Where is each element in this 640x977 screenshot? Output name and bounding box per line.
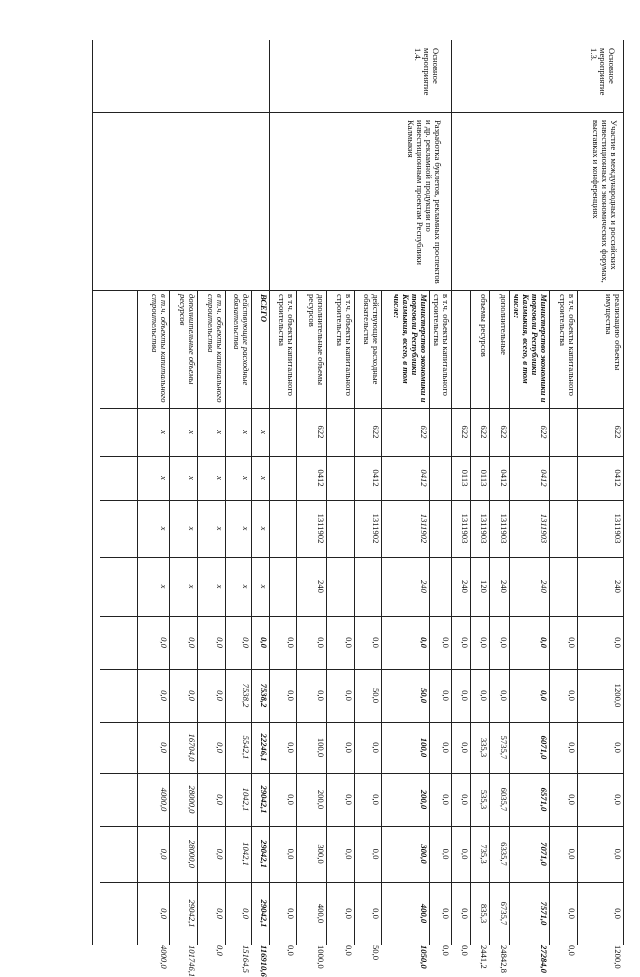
kbk-cell: 622 [499, 425, 509, 439]
grid-line [381, 290, 382, 945]
value-cell: 0,0 [215, 794, 225, 805]
value-cell: 0,0 [613, 794, 623, 805]
value-cell: 5735,7 [499, 735, 509, 760]
grid-line [251, 290, 252, 945]
kbk-cell: x [259, 584, 269, 589]
value-cell: 0,0 [499, 690, 509, 701]
value-cell: 0,0 [241, 908, 251, 919]
kbk-cell: 1311903 [460, 513, 470, 544]
kbk-cell: x [159, 526, 169, 531]
value-cell: 0,0 [159, 637, 169, 648]
kbk-cell: x [215, 476, 225, 480]
kbk-cell: x [259, 526, 269, 531]
value-cell: 0,0 [286, 794, 296, 805]
value-cell: 0,0 [460, 848, 470, 860]
kbk-cell: 0412 [613, 469, 623, 487]
value-cell: 7071,0 [539, 842, 549, 866]
section-1-4-name: Разработка буклетов, рекламных проспектов и др. рекламной продукции по инвестиционным проектам Республики Калмыкия [406, 120, 443, 284]
section-1-3-label: Основное мероприятие 1.3. [589, 48, 617, 96]
kbk-cell: 120 [479, 580, 489, 593]
value-cell: 0,0 [344, 945, 354, 956]
value-cell: 0,0 [159, 742, 169, 753]
grid-line [92, 40, 93, 945]
grid-line [92, 290, 624, 291]
kbk-cell: 622 [613, 425, 623, 439]
value-cell: 0,0 [460, 908, 470, 919]
kbk-cell [344, 408, 353, 456]
value-cell: 0,0 [286, 908, 296, 919]
value-cell: 0,0 [344, 637, 354, 648]
kbk-cell: 0113 [460, 469, 470, 487]
value-cell: 1050,0 [419, 945, 429, 969]
value-cell: 6335,7 [499, 842, 509, 866]
value-cell: 0,0 [371, 848, 381, 860]
value-cell: 6071,0 [539, 735, 549, 760]
kbk-cell: 622 [539, 425, 549, 439]
value-cell: 1200,0 [613, 683, 623, 708]
grid-line [451, 290, 452, 945]
value-cell: 0,0 [567, 908, 577, 919]
value-cell: 0,0 [344, 690, 354, 701]
kbk-cell: 1311903 [479, 513, 489, 544]
section-1-3-name: Участие в международных и российских инвестиционных и экономических форумах, выставках и конференциях [591, 120, 619, 283]
value-cell: 0,0 [567, 848, 577, 860]
value-cell: 6571,0 [539, 787, 549, 812]
value-cell: 7538,2 [259, 683, 269, 708]
row-label: Министерство экономики и торговли Республики Калмыкия, всего, в том числе: [392, 294, 429, 403]
kbk-cell: 0113 [479, 469, 489, 487]
kbk-cell [286, 557, 295, 616]
value-cell: 100,0 [316, 737, 326, 758]
kbk-cell: 1311903 [613, 513, 623, 544]
row-label: действующие расходные обязательства [362, 294, 381, 385]
value-cell: 0,0 [286, 848, 296, 860]
kbk-cell: x [259, 476, 269, 480]
value-cell: 29042,1 [259, 899, 269, 928]
kbk-cell: 622 [316, 425, 326, 439]
value-cell: 7571,0 [539, 901, 549, 926]
kbk-cell: x [187, 476, 197, 480]
value-cell: 400,0 [419, 903, 429, 924]
kbk-cell [441, 557, 450, 616]
value-cell: 0,0 [460, 690, 470, 701]
value-cell: 0,0 [159, 908, 169, 919]
kbk-cell: 1311902 [371, 513, 381, 544]
value-cell: 0,0 [371, 637, 381, 648]
grid-line [269, 290, 270, 945]
value-cell: 0,0 [344, 742, 354, 753]
value-cell: 0,0 [286, 637, 296, 648]
kbk-cell [286, 408, 295, 456]
grid-line [269, 40, 270, 290]
value-cell: 4000,0 [159, 945, 169, 969]
kbk-cell: x [215, 430, 225, 434]
kbk-cell [567, 408, 576, 456]
grid-line [169, 290, 170, 945]
value-cell: 0,0 [286, 742, 296, 753]
row-label: дополнительные объемы ресурсов [307, 294, 326, 385]
kbk-cell: x [187, 584, 197, 589]
value-cell: 0,0 [539, 690, 549, 701]
grid-line [549, 290, 550, 945]
value-cell: 0,0 [479, 690, 489, 701]
kbk-cell: 0412 [316, 469, 326, 487]
value-cell: 0,0 [344, 794, 354, 805]
value-cell: 0,0 [371, 742, 381, 753]
value-cell: 0,0 [344, 848, 354, 860]
value-cell: 1200,0 [613, 945, 623, 969]
kbk-cell [344, 557, 353, 616]
value-cell: 0,0 [441, 848, 451, 860]
value-cell: 28000,0 [187, 785, 197, 814]
value-cell: 0,0 [567, 742, 577, 753]
row-label: Министерство экономики и торговли Республики Калмыкия, всего, в том числе: [512, 294, 549, 403]
kbk-cell: 1311903 [499, 513, 509, 544]
value-cell: 0,0 [187, 637, 197, 648]
kbk-cell: x [187, 430, 197, 434]
grid-line [623, 290, 624, 945]
value-cell: 0,0 [460, 637, 470, 648]
value-cell: 0,0 [441, 690, 451, 701]
value-cell: 0,0 [441, 637, 451, 648]
kbk-cell [567, 557, 576, 616]
value-cell: 535,3 [479, 789, 489, 810]
value-cell: 0,0 [567, 690, 577, 701]
value-cell: 200,0 [419, 789, 429, 810]
kbk-cell: x [241, 584, 251, 589]
kbk-cell: 240 [316, 580, 326, 593]
grid-line [577, 290, 578, 945]
value-cell: 0,0 [460, 945, 470, 956]
value-cell: 0,0 [241, 637, 251, 648]
grid-line [137, 290, 138, 945]
value-cell: 0,0 [419, 637, 429, 648]
kbk-cell: 0412 [419, 469, 429, 487]
value-cell: 0,0 [316, 690, 326, 701]
value-cell: 50,0 [371, 945, 381, 961]
row-label: в т.ч. объекты капитального строительства [206, 294, 225, 403]
kbk-cell: x [241, 476, 251, 480]
value-cell: 29042,1 [259, 785, 269, 814]
value-cell: 0,0 [159, 848, 169, 860]
value-cell: 50,0 [419, 687, 429, 704]
value-cell: 0,0 [539, 637, 549, 648]
kbk-cell: 240 [613, 580, 623, 593]
section-1-4-label: Основное мероприятие 1.4. [413, 48, 441, 96]
kbk-cell: 0412 [371, 469, 381, 487]
value-cell: 300,0 [419, 844, 429, 864]
value-cell: 0,0 [215, 690, 225, 701]
value-cell: 0,0 [215, 945, 225, 956]
kbk-cell: 240 [499, 580, 509, 593]
row-label: реализацию объекты имущества [604, 294, 623, 371]
kbk-cell [441, 408, 450, 456]
row-label: дополнительные объемы ресурсов [178, 294, 197, 385]
kbk-cell: 240 [460, 580, 470, 593]
kbk-cell: 622 [479, 425, 489, 439]
value-cell: 0,0 [344, 908, 354, 919]
kbk-cell [344, 500, 353, 557]
value-cell: 0,0 [567, 794, 577, 805]
grid-line [326, 290, 327, 945]
value-cell: 0,0 [460, 794, 470, 805]
value-cell: 0,0 [441, 945, 451, 956]
value-cell: 0,0 [215, 908, 225, 919]
value-cell: 0,0 [215, 637, 225, 648]
kbk-cell: 622 [460, 425, 470, 439]
value-cell: 0,0 [613, 848, 623, 860]
grid-line [92, 112, 624, 113]
kbk-cell: x [159, 584, 169, 589]
grid-line [489, 290, 490, 945]
kbk-cell: x [259, 430, 269, 434]
value-cell: 4000,0 [159, 787, 169, 812]
grid-line [470, 290, 471, 945]
value-cell: 7538,2 [241, 683, 251, 708]
kbk-cell [441, 500, 450, 557]
value-cell: 335,3 [479, 737, 489, 758]
value-cell: 100,0 [419, 737, 429, 758]
row-label: в т.ч. объекты капитального строительства [558, 294, 577, 396]
value-cell: 0,0 [159, 690, 169, 701]
value-cell: 0,0 [441, 742, 451, 753]
value-cell: 1000,0 [316, 945, 326, 969]
kbk-cell: x [187, 526, 197, 531]
grid-line [509, 290, 510, 945]
grid-line [429, 290, 430, 945]
value-cell: 0,0 [371, 908, 381, 919]
row-label: ВСЕГО [259, 294, 269, 323]
value-cell: 0,0 [567, 637, 577, 648]
kbk-cell: x [215, 584, 225, 589]
value-cell: 6735,7 [499, 901, 509, 926]
kbk-cell [344, 456, 353, 500]
value-cell: 2441,2 [479, 945, 489, 969]
value-cell: 27284,0 [539, 945, 549, 973]
value-cell: 28000,0 [187, 840, 197, 868]
kbk-cell [567, 500, 576, 557]
value-cell: 50,0 [371, 687, 381, 704]
value-cell: 0,0 [259, 637, 269, 648]
grid-line [354, 290, 355, 945]
value-cell: 29042,1 [259, 840, 269, 868]
value-cell: 0,0 [567, 945, 577, 956]
kbk-cell [286, 500, 295, 557]
kbk-cell: 622 [419, 425, 429, 439]
value-cell: 0,0 [286, 690, 296, 701]
value-cell: 29042,1 [187, 899, 197, 928]
kbk-cell: x [241, 526, 251, 531]
grid-line [197, 290, 198, 945]
kbk-cell: 240 [419, 580, 429, 593]
kbk-cell: 0412 [499, 469, 509, 487]
value-cell: 5542,1 [241, 735, 251, 760]
kbk-cell [286, 456, 295, 500]
value-cell: 0,0 [441, 908, 451, 919]
kbk-cell: 1311902 [419, 513, 429, 544]
value-cell: 300,0 [316, 844, 326, 864]
kbk-cell [371, 557, 380, 616]
grid-line [451, 40, 452, 290]
value-cell: 24842,8 [499, 945, 509, 973]
value-cell: 101746,1 [187, 945, 197, 977]
value-cell: 735,3 [479, 844, 489, 864]
kbk-cell: x [241, 430, 251, 434]
kbk-cell: 240 [539, 580, 549, 593]
value-cell: 200,0 [316, 789, 326, 810]
value-cell: 0,0 [499, 637, 509, 648]
value-cell: 0,0 [613, 637, 623, 648]
value-cell: 0,0 [187, 690, 197, 701]
kbk-cell: x [215, 526, 225, 531]
kbk-cell: 1311902 [316, 513, 326, 544]
kbk-cell [441, 456, 450, 500]
row-label: действующие расходные обязательства [232, 294, 251, 386]
value-cell: 0,0 [215, 848, 225, 860]
value-cell: 116910,6 [259, 945, 269, 977]
value-cell: 0,0 [215, 742, 225, 753]
row-label: объемы ресурсов [479, 294, 489, 357]
row-label: в т.ч. объекты капитального строительства [335, 294, 354, 396]
value-cell: 0,0 [460, 742, 470, 753]
kbk-cell [567, 456, 576, 500]
row-label: в т.ч. объекты капитального строительства [432, 294, 451, 396]
row-label: дополнительные [499, 294, 509, 355]
kbk-cell: x [159, 430, 169, 434]
value-cell: 0,0 [371, 794, 381, 805]
kbk-cell: 1311903 [539, 513, 549, 544]
row-label: в т.ч. объекты капитального строительства [150, 294, 169, 403]
value-cell: 6035,7 [499, 787, 509, 812]
budget-table-page [92, 40, 640, 977]
kbk-cell: x [159, 476, 169, 480]
value-cell: 16704,0 [187, 733, 197, 762]
value-cell: 1042,1 [241, 842, 251, 866]
value-cell: 0,0 [479, 637, 489, 648]
row-label: в т.ч. объекты капитального строительства [277, 294, 296, 396]
value-cell: 835,3 [479, 903, 489, 924]
value-cell: 22246,1 [259, 733, 269, 762]
value-cell: 0,0 [613, 742, 623, 753]
value-cell: 0,0 [286, 945, 296, 956]
value-cell: 0,0 [316, 637, 326, 648]
row-label [453, 294, 469, 404]
value-cell: 15164,5 [241, 945, 251, 973]
value-cell: 400,0 [316, 903, 326, 924]
grid-line [225, 290, 226, 945]
kbk-cell: 622 [371, 425, 381, 439]
value-cell: 0,0 [613, 908, 623, 919]
value-cell: 1042,1 [241, 787, 251, 812]
value-cell: 0,0 [441, 794, 451, 805]
kbk-cell: 0412 [539, 469, 549, 487]
grid-line [296, 290, 297, 945]
